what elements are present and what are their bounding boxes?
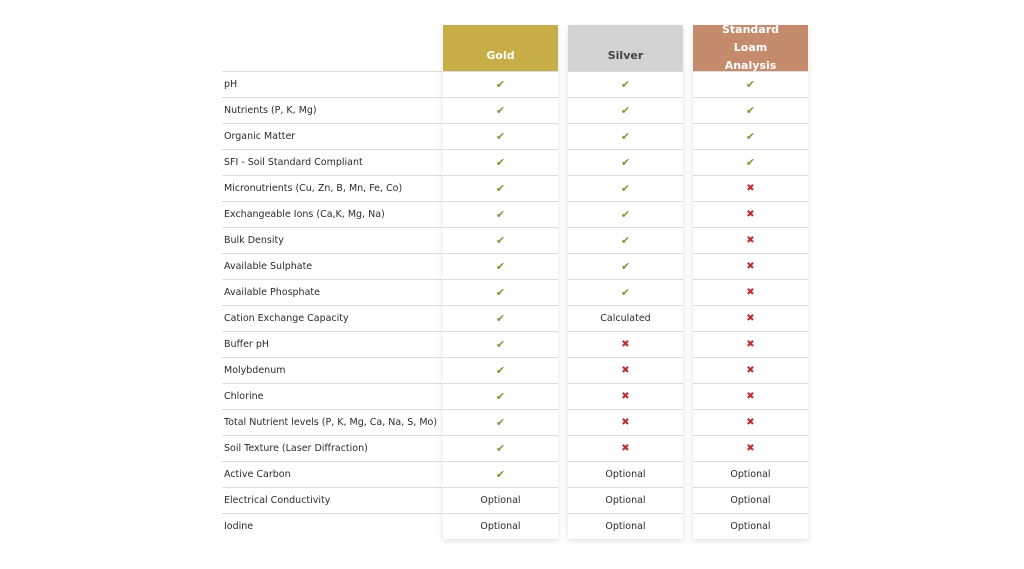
check-icon: ✔ <box>495 390 506 403</box>
check-icon: ✔ <box>495 208 506 221</box>
cell-included <box>693 149 808 175</box>
check-icon: ✔ <box>620 234 631 247</box>
column-gold <box>443 25 558 539</box>
cross-icon: ✖ <box>746 339 755 350</box>
check-icon: ✔ <box>495 364 506 377</box>
cell-included <box>568 71 683 97</box>
check-icon: ✔ <box>620 182 631 195</box>
cell-included <box>443 383 558 409</box>
check-icon: ✔ <box>495 416 506 429</box>
cell-text: Optional <box>568 461 683 487</box>
column-header-standard-loam: Standard Loam Analysis <box>693 25 808 71</box>
check-icon: ✔ <box>745 156 756 169</box>
cell-excluded <box>693 409 808 435</box>
cell-excluded <box>693 175 808 201</box>
cross-icon: ✖ <box>746 313 755 324</box>
cell-included <box>568 279 683 305</box>
check-icon: ✔ <box>620 260 631 273</box>
check-icon: ✔ <box>495 468 506 481</box>
cross-icon: ✖ <box>746 261 755 272</box>
cross-icon: ✖ <box>746 235 755 246</box>
cell-text: Optional <box>443 513 558 539</box>
check-icon: ✔ <box>495 234 506 247</box>
feature-label: Soil Texture (Laser Diffraction) <box>222 435 442 461</box>
check-icon: ✔ <box>620 104 631 117</box>
cross-icon: ✖ <box>621 417 630 428</box>
cell-included <box>693 123 808 149</box>
feature-label: Available Phosphate <box>222 279 442 305</box>
feature-label: Molybdenum <box>222 357 442 383</box>
cell-included <box>568 201 683 227</box>
cell-included <box>443 253 558 279</box>
feature-label: Total Nutrient levels (P, K, Mg, Ca, Na, S, Mo) <box>222 409 442 435</box>
cell-included <box>568 253 683 279</box>
feature-label: pH <box>222 71 442 97</box>
feature-label: Chlorine <box>222 383 442 409</box>
check-icon: ✔ <box>495 338 506 351</box>
column-standard-loam <box>693 25 808 539</box>
cross-icon: ✖ <box>746 365 755 376</box>
cell-excluded <box>568 435 683 461</box>
cell-excluded <box>693 305 808 331</box>
check-icon: ✔ <box>620 208 631 221</box>
feature-label: Micronutrients (Cu, Zn, B, Mn, Fe, Co) <box>222 175 442 201</box>
cross-icon: ✖ <box>746 287 755 298</box>
cell-excluded <box>693 279 808 305</box>
cross-icon: ✖ <box>746 443 755 454</box>
cell-excluded <box>693 383 808 409</box>
feature-label: Active Carbon <box>222 461 442 487</box>
cell-excluded <box>568 383 683 409</box>
cell-included <box>443 71 558 97</box>
cross-icon: ✖ <box>621 339 630 350</box>
cell-included <box>568 227 683 253</box>
cell-text: Optional <box>568 487 683 513</box>
cell-excluded <box>693 227 808 253</box>
check-icon: ✔ <box>745 78 756 91</box>
cell-text: Optional <box>693 461 808 487</box>
cell-included <box>568 149 683 175</box>
check-icon: ✔ <box>495 130 506 143</box>
feature-label: Buffer pH <box>222 331 442 357</box>
feature-label: SFI - Soil Standard Compliant <box>222 149 442 175</box>
check-icon: ✔ <box>495 78 506 91</box>
check-icon: ✔ <box>745 130 756 143</box>
cell-included <box>443 305 558 331</box>
cell-excluded <box>568 331 683 357</box>
cell-included <box>443 97 558 123</box>
cell-excluded <box>693 357 808 383</box>
cell-excluded <box>568 357 683 383</box>
cell-excluded <box>693 435 808 461</box>
cross-icon: ✖ <box>746 417 755 428</box>
column-header-silver: Silver <box>568 25 683 71</box>
column-header-gold: Gold <box>443 25 558 71</box>
cell-excluded <box>568 409 683 435</box>
cell-included <box>443 357 558 383</box>
cell-text: Optional <box>568 513 683 539</box>
cell-included <box>443 227 558 253</box>
check-icon: ✔ <box>620 156 631 169</box>
check-icon: ✔ <box>495 260 506 273</box>
cell-included <box>443 279 558 305</box>
cell-included <box>443 409 558 435</box>
check-icon: ✔ <box>495 286 506 299</box>
feature-labels <box>222 71 442 539</box>
cross-icon: ✖ <box>746 209 755 220</box>
check-icon: ✔ <box>620 78 631 91</box>
check-icon: ✔ <box>495 156 506 169</box>
cell-excluded <box>693 331 808 357</box>
check-icon: ✔ <box>495 182 506 195</box>
cross-icon: ✖ <box>621 443 630 454</box>
check-icon: ✔ <box>495 442 506 455</box>
feature-label: Organic Matter <box>222 123 442 149</box>
cell-text: Calculated <box>568 305 683 331</box>
cross-icon: ✖ <box>621 391 630 402</box>
cell-included <box>443 175 558 201</box>
check-icon: ✔ <box>620 286 631 299</box>
cell-included <box>443 461 558 487</box>
column-silver <box>568 25 683 539</box>
feature-label: Bulk Density <box>222 227 442 253</box>
check-icon: ✔ <box>495 104 506 117</box>
check-icon: ✔ <box>745 104 756 117</box>
cross-icon: ✖ <box>746 183 755 194</box>
cell-excluded <box>693 201 808 227</box>
cell-included <box>693 97 808 123</box>
cross-icon: ✖ <box>746 391 755 402</box>
feature-label: Electrical Conductivity <box>222 487 442 513</box>
feature-label: Nutrients (P, K, Mg) <box>222 97 442 123</box>
cell-included <box>568 97 683 123</box>
cell-included <box>568 123 683 149</box>
cell-text: Optional <box>693 513 808 539</box>
cell-included <box>443 149 558 175</box>
feature-label: Available Sulphate <box>222 253 442 279</box>
cross-icon: ✖ <box>621 365 630 376</box>
cell-included <box>443 123 558 149</box>
cell-excluded <box>693 253 808 279</box>
feature-label: Iodine <box>222 513 442 539</box>
check-icon: ✔ <box>620 130 631 143</box>
feature-label: Cation Exchange Capacity <box>222 305 442 331</box>
cell-text: Optional <box>693 487 808 513</box>
feature-label: Exchangeable Ions (Ca,K, Mg, Na) <box>222 201 442 227</box>
cell-included <box>443 201 558 227</box>
check-icon: ✔ <box>495 312 506 325</box>
cell-included <box>443 435 558 461</box>
cell-included <box>443 331 558 357</box>
cell-included <box>568 175 683 201</box>
cell-text: Optional <box>443 487 558 513</box>
